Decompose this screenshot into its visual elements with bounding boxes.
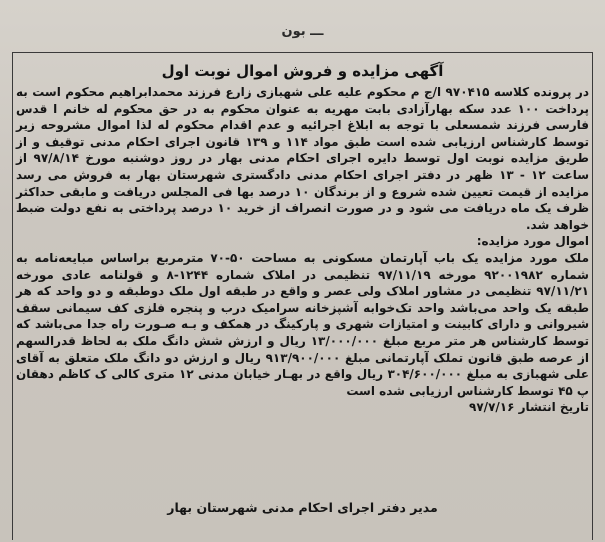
auction-details-paragraph: در پرونده کلاسه ۹۷۰۴۱۵ ا/ج م محکوم علیه علی شهبازی زارع فرزند محمدابراهیم محکوم است به پرداخت ۱۰۰ عدد سکه بهارآزادی بابت مهریه به عنوان محکوم به در حق محکوم له خانم ا قدس فارسی فرزند شمسعلی با توجه به ابلاغ اجرائیه و عدم اقدام محکوم له لذا اموال مشروحه زیر توسط کارشناس ارزیابی شده است طبق مواد ۱۱۴ و ۱۳۹ قانون اجرای احکام مدنی توقیف و از طریق مزایده نوبت اول توسط دایره اجرای احکام مدنی بهار در روز دوشنبه مورخ ۹۷/۸/۱۴ از ساعت ۱۲ - ۱۳ ظهر در دفتر اجرای احکام مدنی دادگستری شهرستان بهار به فروش می رسد مزایده از قیمت تعیین شده شروع و از برندگان ۱۰ درصد بها فی المجلس دریافت و مابقی حداکثر ظرف یک ماه دریافت می شود و در صورت انصراف از خرید ۱۰ درصد پرداختی به نفع دولت ضبط خواهد شد.	[16, 85, 589, 232]
cut-off-header-fragment: ـــ بون	[281, 24, 324, 39]
notice-body	[16, 84, 589, 416]
auction-items-label: اموال مورد مزایده:	[476, 234, 589, 249]
issuer-signature-line: مدیر دفتر اجرای احکام مدنی شهرستان بهار	[167, 500, 438, 515]
notice-title: آگهی مزایده و فروش اموال نوبت اول	[161, 62, 444, 80]
property-description-paragraph: ملک مورد مزایده یک باب آپارتمان مسکونی به مساحت ۵۰-۷۰ مترمربع براساس مبایعه‌نامه به شماره ۹۲۰۰۱۹۸۲ مورخه ۹۷/۱۱/۱۹ تنظیمی در املاک شماره ۱۲۴۴-۸ و قولنامه عادی مورخه ۹۷/۱۱/۲۱ تنظیمی در مشاور املاک ولی عصر و واقع در طبقه اول ملک دوطبقه و دو واحد که هر طبقه یک واحد می‌باشد واحد تک‌خوابه آشپزخانه سرامیک درب و پنجره فلزی کف سیمانی سقف شیروانی و دارای کابینت و امتیازات شهری و پارکینگ در همکف و بـه صـورت راه جدا می‌باشد که توسط کارشناس هر متر مربع مبلغ ۱۳/۰۰۰/۰۰۰ ریال و ارزش شش دانگ ملک به لحاظ قدرالسهم از عرصه طبق قانون تملک آپارتمانی مبلغ ۹۱۳/۹۰۰/۰۰۰ ریال و ارزش دو دانگ ملک متعلق به آقای علی شهبازی به مبلغ ۳۰۴/۶۰۰/۰۰۰ ریال واقع در بهـار خیابان مدنی ۱۲ متری کالی ک کاظم دهقان پ ۴۵ توسط کارشناس ارزیابی شده است	[16, 250, 590, 398]
publication-date: تاریخ انتشار ۹۷/۷/۱۶	[469, 400, 589, 415]
